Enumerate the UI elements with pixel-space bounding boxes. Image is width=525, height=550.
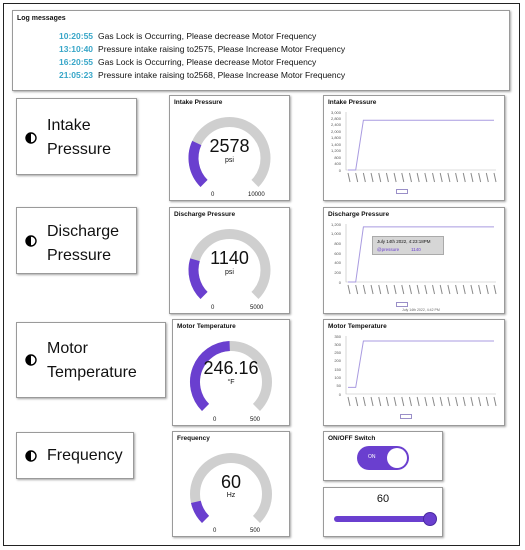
x-tick-mark bbox=[456, 397, 458, 406]
gauge-value: 246.16 bbox=[203, 358, 259, 378]
x-tick-mark bbox=[440, 173, 442, 182]
gauge-min: 0 bbox=[211, 305, 215, 311]
x-tick-mark bbox=[471, 173, 473, 182]
y-tick-label: 0 bbox=[338, 167, 341, 173]
frequency-gauge-panel bbox=[172, 431, 290, 537]
x-tick-mark bbox=[371, 397, 373, 406]
gauge-max: 500 bbox=[250, 417, 261, 423]
x-tick-mark bbox=[402, 397, 404, 406]
gauge-max: 500 bbox=[250, 528, 261, 534]
chart-title: Discharge Pressure bbox=[328, 211, 390, 218]
line-chart bbox=[324, 208, 504, 313]
x-tick-mark bbox=[402, 285, 404, 294]
log-line bbox=[59, 70, 345, 80]
log-messages-panel bbox=[12, 10, 510, 91]
gauge-min: 0 bbox=[213, 528, 217, 534]
y-tick-label: 1,800 bbox=[330, 135, 341, 141]
log-text: Pressure intake raising to2568, Please Increase Motor Frequency bbox=[98, 70, 346, 80]
y-tick-label: 350 bbox=[334, 333, 341, 339]
intake-pressure-card bbox=[16, 98, 137, 175]
x-tick-mark bbox=[379, 397, 381, 406]
x-tick-mark bbox=[456, 285, 458, 294]
y-tick-label: 0 bbox=[338, 279, 341, 285]
x-tick-mark bbox=[456, 173, 458, 182]
on-off-switch-panel bbox=[323, 431, 443, 481]
x-tick-mark bbox=[356, 285, 358, 294]
y-tick-label: 2,400 bbox=[330, 122, 341, 128]
x-tick-mark bbox=[440, 285, 442, 294]
x-tick-mark bbox=[448, 285, 450, 294]
x-tick-mark bbox=[448, 397, 450, 406]
gauge-unit: °F bbox=[227, 379, 235, 386]
x-tick-mark bbox=[386, 397, 388, 406]
log-text: Gas Lock is Occurring, Please decrease Motor Frequency bbox=[98, 57, 317, 67]
label-line: Pressure bbox=[47, 247, 112, 264]
x-tick-mark bbox=[494, 285, 496, 294]
x-tick-mark bbox=[494, 173, 496, 182]
series-line bbox=[348, 341, 494, 387]
slider-track[interactable] bbox=[334, 516, 430, 522]
x-tick-mark bbox=[348, 173, 350, 182]
chart-caption: July 14th 2022, 4:42 PM bbox=[402, 308, 440, 312]
x-tick-mark bbox=[471, 285, 473, 294]
x-tick-mark bbox=[479, 397, 481, 406]
tooltip-title: July 14th 2022, 4:23:18PM bbox=[377, 239, 431, 244]
log-text: Gas Lock is Occurring, Please decrease Motor Frequency bbox=[98, 31, 317, 41]
x-tick-mark bbox=[356, 173, 358, 182]
gauge-value: 2578 bbox=[209, 136, 250, 156]
label-line: Frequency bbox=[47, 447, 123, 464]
x-tick-mark bbox=[425, 285, 427, 294]
gauge-title: Frequency bbox=[177, 435, 210, 442]
x-tick-mark bbox=[371, 285, 373, 294]
log-line bbox=[59, 44, 345, 54]
toggle-knob[interactable] bbox=[387, 448, 407, 468]
y-tick-label: 150 bbox=[334, 366, 341, 372]
label-line: Motor bbox=[47, 340, 88, 357]
frequency-slider-panel bbox=[323, 487, 443, 537]
chart-title: Motor Temperature bbox=[328, 323, 387, 330]
x-tick-mark bbox=[379, 285, 381, 294]
half-circle-icon bbox=[25, 450, 37, 462]
y-tick-label: 300 bbox=[334, 341, 341, 347]
y-tick-label: 3,000 bbox=[330, 109, 341, 115]
x-tick-mark bbox=[379, 173, 381, 182]
y-tick-label: 250 bbox=[334, 350, 341, 356]
x-tick-mark bbox=[494, 397, 496, 406]
gauge-title: Motor Temperature bbox=[177, 323, 236, 330]
x-tick-mark bbox=[363, 285, 365, 294]
frequency-card bbox=[16, 432, 134, 479]
x-tick-mark bbox=[363, 397, 365, 406]
x-tick-mark bbox=[417, 397, 419, 406]
x-tick-mark bbox=[394, 173, 396, 182]
x-tick-mark bbox=[356, 397, 358, 406]
x-tick-mark bbox=[440, 397, 442, 406]
chart-tooltip bbox=[372, 236, 444, 255]
slider-handle[interactable] bbox=[423, 512, 437, 526]
legend-swatch bbox=[396, 302, 408, 307]
tooltip-value: 1140 bbox=[411, 247, 421, 252]
gauge-unit: psi bbox=[225, 157, 234, 164]
log-title: Log messages bbox=[17, 15, 66, 22]
x-tick-mark bbox=[409, 173, 411, 182]
y-tick-label: 100 bbox=[334, 374, 341, 380]
motor-temperature-card bbox=[16, 322, 166, 398]
x-tick-mark bbox=[486, 397, 488, 406]
x-tick-mark bbox=[433, 173, 435, 182]
x-tick-mark bbox=[371, 173, 373, 182]
x-tick-mark bbox=[409, 397, 411, 406]
x-tick-mark bbox=[463, 397, 465, 406]
gauge-title: Intake Pressure bbox=[174, 99, 223, 106]
discharge-pressure-gauge-panel bbox=[169, 207, 290, 314]
y-tick-label: 400 bbox=[334, 161, 341, 167]
legend-swatch bbox=[396, 189, 408, 194]
x-tick-mark bbox=[425, 173, 427, 182]
y-tick-label: 600 bbox=[334, 250, 341, 256]
log-time: 10:20:55 bbox=[59, 31, 94, 41]
slider-value: 60 bbox=[376, 493, 390, 505]
dashboard-frame bbox=[3, 3, 520, 546]
gauge-min: 0 bbox=[211, 192, 215, 198]
x-tick-mark bbox=[394, 397, 396, 406]
chart-axis bbox=[346, 336, 496, 394]
gauge-min: 0 bbox=[213, 417, 217, 423]
toggle-label: ON bbox=[368, 454, 376, 460]
x-tick-mark bbox=[386, 285, 388, 294]
gauge-value: 60 bbox=[220, 472, 242, 492]
y-tick-label: 800 bbox=[334, 154, 341, 160]
motor-temperature-chart-panel bbox=[323, 319, 505, 426]
line-chart bbox=[324, 320, 504, 425]
discharge-pressure-chart-panel bbox=[323, 207, 505, 314]
x-tick-mark bbox=[425, 397, 427, 406]
y-tick-label: 1,200 bbox=[330, 148, 341, 154]
log-time: 16:20:55 bbox=[59, 57, 94, 67]
log-line bbox=[59, 31, 316, 41]
chart-title: Intake Pressure bbox=[328, 99, 377, 106]
gauge-value: 1140 bbox=[210, 248, 249, 268]
series-line bbox=[348, 120, 494, 170]
log-time: 21:05:23 bbox=[59, 70, 94, 80]
y-tick-label: 200 bbox=[334, 358, 341, 364]
y-tick-label: 50 bbox=[336, 383, 341, 389]
x-tick-mark bbox=[463, 173, 465, 182]
x-tick-mark bbox=[433, 285, 435, 294]
x-tick-mark bbox=[402, 173, 404, 182]
line-chart bbox=[324, 96, 504, 200]
motor-temperature-gauge-panel bbox=[172, 319, 290, 426]
on-off-toggle[interactable] bbox=[357, 446, 409, 470]
y-tick-label: 1,400 bbox=[330, 141, 341, 147]
x-tick-mark bbox=[486, 285, 488, 294]
label-line: Intake bbox=[47, 117, 91, 134]
x-tick-mark bbox=[448, 173, 450, 182]
x-tick-mark bbox=[463, 285, 465, 294]
x-tick-mark bbox=[409, 285, 411, 294]
intake-pressure-gauge-panel bbox=[169, 95, 290, 201]
y-tick-label: 1,200 bbox=[330, 221, 341, 227]
half-circle-icon bbox=[25, 132, 37, 144]
label-line: Discharge bbox=[47, 223, 120, 240]
tooltip-label: @pressure bbox=[377, 247, 400, 252]
x-tick-mark bbox=[417, 285, 419, 294]
x-tick-mark bbox=[348, 397, 350, 406]
gauge-max: 5000 bbox=[250, 305, 264, 311]
x-tick-mark bbox=[394, 285, 396, 294]
y-tick-label: 2,800 bbox=[330, 115, 341, 121]
y-tick-label: 2,000 bbox=[330, 128, 341, 134]
y-tick-label: 0 bbox=[338, 391, 341, 397]
x-tick-mark bbox=[348, 285, 350, 294]
intake-pressure-chart-panel bbox=[323, 95, 505, 201]
switch-title: ON/OFF Switch bbox=[328, 435, 376, 442]
log-text: Pressure intake raising to2575, Please Increase Motor Frequency bbox=[98, 44, 346, 54]
label-line: Pressure bbox=[47, 141, 112, 158]
y-tick-label: 200 bbox=[334, 269, 341, 275]
gauge-title: Discharge Pressure bbox=[174, 211, 236, 218]
y-tick-label: 400 bbox=[334, 260, 341, 266]
half-circle-icon bbox=[25, 235, 37, 247]
gauge-fill bbox=[196, 502, 206, 520]
x-tick-mark bbox=[479, 173, 481, 182]
x-tick-mark bbox=[433, 397, 435, 406]
log-time: 13:10:40 bbox=[59, 44, 94, 54]
x-tick-mark bbox=[417, 173, 419, 182]
legend-swatch bbox=[400, 414, 412, 419]
discharge-pressure-card bbox=[16, 207, 137, 274]
x-tick-mark bbox=[386, 173, 388, 182]
x-tick-mark bbox=[363, 173, 365, 182]
y-tick-label: 1,000 bbox=[330, 231, 341, 237]
x-tick-mark bbox=[479, 285, 481, 294]
y-tick-label: 800 bbox=[334, 240, 341, 246]
log-line bbox=[59, 57, 316, 67]
gauge-unit: Hz bbox=[226, 492, 236, 499]
half-circle-icon bbox=[25, 354, 37, 366]
label-line: Temperature bbox=[47, 364, 137, 381]
x-tick-mark bbox=[471, 397, 473, 406]
x-tick-mark bbox=[486, 173, 488, 182]
gauge-max: 10000 bbox=[248, 192, 265, 198]
gauge-unit: psi bbox=[225, 269, 234, 276]
